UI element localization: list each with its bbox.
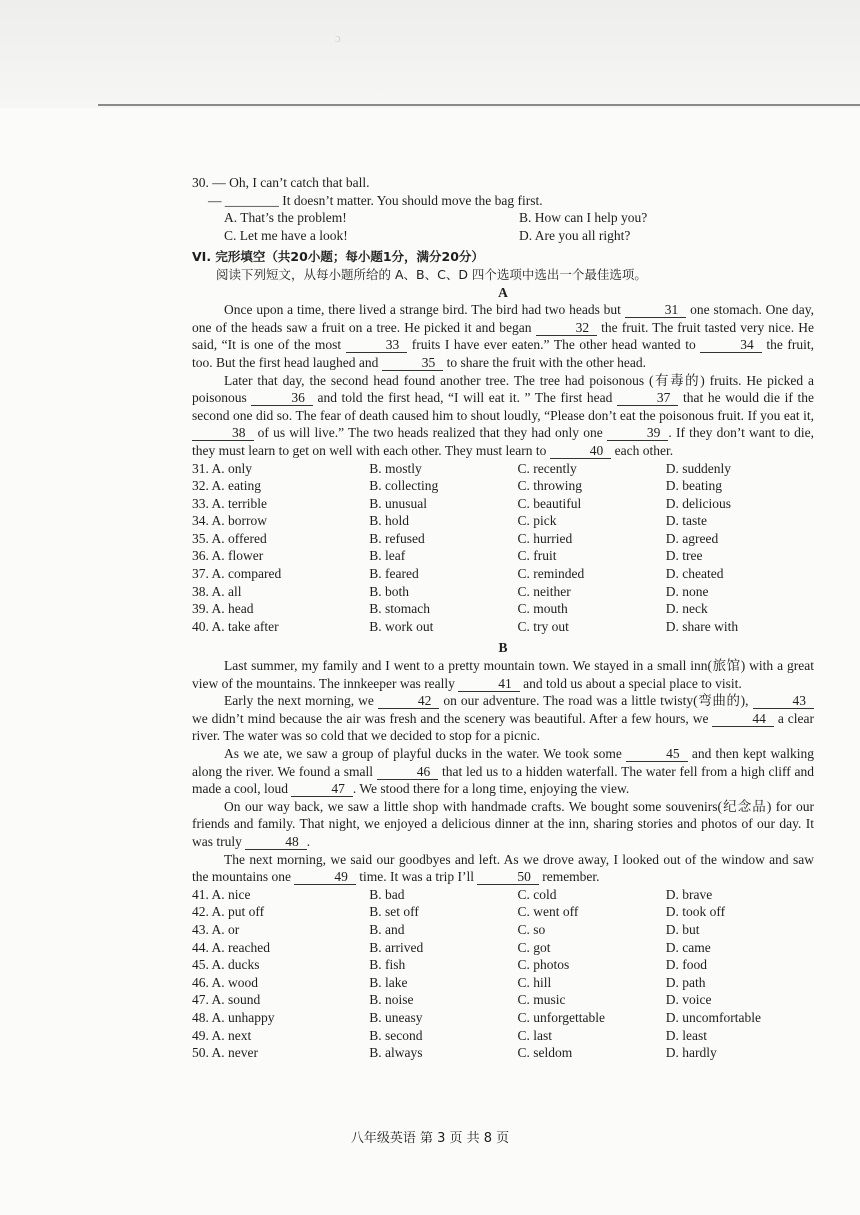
option: D. delicious xyxy=(665,495,732,511)
option-row xyxy=(192,618,814,636)
option: B. arrived xyxy=(369,939,424,955)
option: C. fruit xyxy=(517,548,557,564)
option: 37. A. compared xyxy=(192,566,282,582)
option: C. mouth xyxy=(517,601,568,617)
option-row xyxy=(192,565,814,583)
paragraph: Last summer, my family and I went to a pretty mountain town. We stayed in a small inn(旅馆) with a great view of the mountains. The innkeeper was really 41 and told us about a special place to visit. xyxy=(192,658,814,691)
blank-47: 47 xyxy=(291,782,353,797)
option: 46. A. wood xyxy=(192,974,259,990)
option-row xyxy=(192,547,814,565)
section-title: VI. 完形填空（共20小题；每小题1分，满分20分） xyxy=(192,249,484,265)
option-row xyxy=(192,583,814,601)
option: C. beautiful xyxy=(517,495,582,511)
option: 48. A. unhappy xyxy=(192,1009,275,1025)
option-row xyxy=(192,939,814,957)
blank-39: 39 xyxy=(607,426,669,441)
option: 50. A. never xyxy=(192,1045,258,1061)
option: 40. A. take after xyxy=(192,618,279,634)
option: B. second xyxy=(369,1027,423,1043)
option-row xyxy=(192,530,814,548)
blank-36: 36 xyxy=(251,391,313,406)
option-row xyxy=(192,600,814,618)
option: C. cold xyxy=(517,886,557,902)
paragraph: As we ate, we saw a group of playful ducks in the water. We took some 45 and then kept walking along the river. We found a small 46 that led us to a hidden waterfall. The water fell from a high cliff and made a cool, loud 47 . We stood there for a long time, enjoying the view. xyxy=(192,746,815,797)
paragraph: On our way back, we saw a little shop with handmade crafts. We bought some souvenirs(纪念品) for our friends and family. That night, we enjoyed a delicious dinner at the inn, sharing stories and photos of our day. It was truly 48 . xyxy=(192,798,814,849)
option: B. both xyxy=(369,583,410,599)
blank-38: 38 xyxy=(192,426,254,441)
passage-a-options xyxy=(192,460,814,636)
option: B. feared xyxy=(369,566,419,582)
option: B. collecting xyxy=(369,478,439,494)
blank-50: 50 xyxy=(477,870,539,885)
passage-b-options xyxy=(192,886,814,1062)
option: D. voice xyxy=(665,992,712,1008)
option: 34. A. borrow xyxy=(192,513,267,529)
option-row xyxy=(192,921,814,939)
option-row xyxy=(192,460,814,478)
option: D. food xyxy=(665,957,708,973)
option: 38. A. all xyxy=(192,583,242,599)
option-row xyxy=(192,1044,814,1062)
option: D. neck xyxy=(665,601,708,617)
blank-49: 49 xyxy=(294,870,356,885)
section-instruction: 阅读下列短文，从每小题所给的 A、B、C、D 四个选项中选出一个最佳选项。 xyxy=(216,266,647,282)
blank-35: 35 xyxy=(382,356,444,371)
blank-37: 37 xyxy=(617,391,679,406)
paragraph: Early the next morning, we 42 on our adventure. The road was a little twisty(弯曲的), 43 we didn’t mind because the air was fresh and the scenery was beautiful. After a few hours, we 44 a clear river. The water was so cold that we decided to stop for a picnic. xyxy=(192,693,815,744)
option: D. path xyxy=(665,974,706,990)
option: B. hold xyxy=(369,513,410,529)
option: 35. A. offered xyxy=(192,530,267,546)
blank-34: 34 xyxy=(700,338,762,353)
q30-line1: 30. — Oh, I can’t catch that ball. xyxy=(192,175,370,190)
option: D. suddenly xyxy=(665,460,732,476)
option: D. agreed xyxy=(665,530,719,546)
option: 45. A. ducks xyxy=(192,957,260,973)
q30-option-a: A. That’s the problem! xyxy=(224,210,347,226)
option: B. set off xyxy=(369,904,419,920)
option: B. mostly xyxy=(369,460,422,476)
option: C. pick xyxy=(517,513,557,529)
option-row xyxy=(192,495,814,513)
option: C. so xyxy=(517,921,546,937)
option: B. leaf xyxy=(369,548,406,564)
page-footer: 八年级英语 第 3 页 共 8 页 xyxy=(350,1131,510,1146)
option: D. share with xyxy=(665,618,739,634)
option-row xyxy=(192,477,814,495)
option: C. try out xyxy=(517,618,569,634)
option: D. hardly xyxy=(665,1045,717,1061)
passage-a-text xyxy=(192,301,814,459)
option: B. unusual xyxy=(369,495,428,511)
option: D. uncomfortable xyxy=(665,1009,761,1025)
blank-48: 48 xyxy=(245,835,307,850)
option-row xyxy=(192,886,814,904)
blank-43: 43 xyxy=(753,694,815,709)
option: C. photos xyxy=(517,957,570,973)
blank-44: 44 xyxy=(712,712,774,727)
option: 32. A. eating xyxy=(192,478,261,494)
option-row xyxy=(192,1027,814,1045)
passage-b-label: B xyxy=(498,640,508,656)
option: C. went off xyxy=(517,904,579,920)
option: D. cheated xyxy=(665,566,724,582)
blank-40: 40 xyxy=(550,444,612,459)
paragraph: Once upon a time, there lived a strange bird. The bird had two heads but 31 one stomach. One day, one of the heads saw a fruit on a tree. He picked it and began 32 the fruit. The fruit tasted very nice. He said, “It is one of the most 33 fruits I have ever eaten.” The other head wanted to 34 the fruit, too. But the first head laughed and 35 to share the fruit with the other head. xyxy=(192,302,814,370)
option: B. uneasy xyxy=(369,1009,423,1025)
option: 33. A. terrible xyxy=(192,495,267,511)
option: 31. A. only xyxy=(192,460,253,476)
option: D. taste xyxy=(665,513,708,529)
q30-options-row2 xyxy=(192,227,814,245)
option: B. fish xyxy=(369,957,406,973)
q30-option-c: C. Let me have a look! xyxy=(224,227,348,243)
option-row xyxy=(192,991,814,1009)
q30-option-b: B. How can I help you? xyxy=(519,210,648,226)
passage-a-label: A xyxy=(498,284,508,300)
option: 39. A. head xyxy=(192,601,254,617)
option: B. always xyxy=(369,1045,423,1061)
option-row xyxy=(192,974,814,992)
option: 44. A. reached xyxy=(192,939,270,955)
passage-b-text xyxy=(192,657,814,886)
option-row xyxy=(192,1009,814,1027)
q30-line2: — ________ It doesn’t matter. You should move the bag first. xyxy=(208,192,543,208)
bleed-mark: ɔ xyxy=(335,30,341,45)
option: D. least xyxy=(665,1027,708,1043)
option: C. hurried xyxy=(517,530,573,546)
option-row xyxy=(192,512,814,530)
option: B. and xyxy=(369,921,405,937)
option: D. none xyxy=(665,583,709,599)
blank-31: 31 xyxy=(625,303,687,318)
blank-46: 46 xyxy=(377,765,439,780)
option: C. hill xyxy=(517,974,552,990)
blank-41: 41 xyxy=(458,677,520,692)
option: B. refused xyxy=(369,530,425,546)
option: C. reminded xyxy=(517,566,585,582)
option: B. lake xyxy=(369,974,408,990)
option: D. tree xyxy=(665,548,703,564)
option: B. stomach xyxy=(369,601,431,617)
q30-options-row1 xyxy=(192,209,814,227)
q30-option-d: D. Are you all right? xyxy=(519,227,631,243)
option: 43. A. or xyxy=(192,921,240,937)
option: C. last xyxy=(517,1027,553,1043)
option: D. beating xyxy=(665,478,723,494)
option: 36. A. flower xyxy=(192,548,264,564)
option: 42. A. put off xyxy=(192,904,265,920)
option: D. came xyxy=(665,939,711,955)
option-row xyxy=(192,956,814,974)
option: C. music xyxy=(517,992,566,1008)
option: B. work out xyxy=(369,618,434,634)
option: C. got xyxy=(517,939,551,955)
option: D. took off xyxy=(665,904,726,920)
blank-42: 42 xyxy=(378,694,440,709)
option: C. unforgettable xyxy=(517,1009,606,1025)
option-row xyxy=(192,903,814,921)
scan-margin xyxy=(0,0,860,108)
paragraph: Later that day, the second head found another tree. The tree had poisonous (有毒的) fruits. He picked a poisonous 36 and told the first head, “I will eat it. ” The first head 37 that he would die if the second one did so. The fear of death caused him to shout loudly, “Please don’t eat the poisonous fruit. If you eat it, 38 of us will live.” The two heads realized that they had only one 39 . If they don’t want to die, they must learn to get on well with each other. They must learn to 40 each other. xyxy=(192,372,814,458)
exam-page xyxy=(192,174,814,1062)
blank-32: 32 xyxy=(536,321,598,336)
option: 49. A. next xyxy=(192,1027,252,1043)
blank-33: 33 xyxy=(346,338,408,353)
option: B. noise xyxy=(369,992,414,1008)
option: 41. A. nice xyxy=(192,886,251,902)
option: D. but xyxy=(665,921,700,937)
scan-edge xyxy=(98,104,860,106)
option: 47. A. sound xyxy=(192,992,261,1008)
option: C. neither xyxy=(517,583,571,599)
option: C. throwing xyxy=(517,478,583,494)
blank-45: 45 xyxy=(626,747,688,762)
option: C. recently xyxy=(517,460,577,476)
option: C. seldom xyxy=(517,1045,573,1061)
paragraph: The next morning, we said our goodbyes and left. As we drove away, I looked out of the window and saw the mountains one 49 time. It was a trip I’ll 50 remember. xyxy=(192,851,814,885)
option: B. bad xyxy=(369,886,405,902)
option: D. brave xyxy=(665,886,713,902)
